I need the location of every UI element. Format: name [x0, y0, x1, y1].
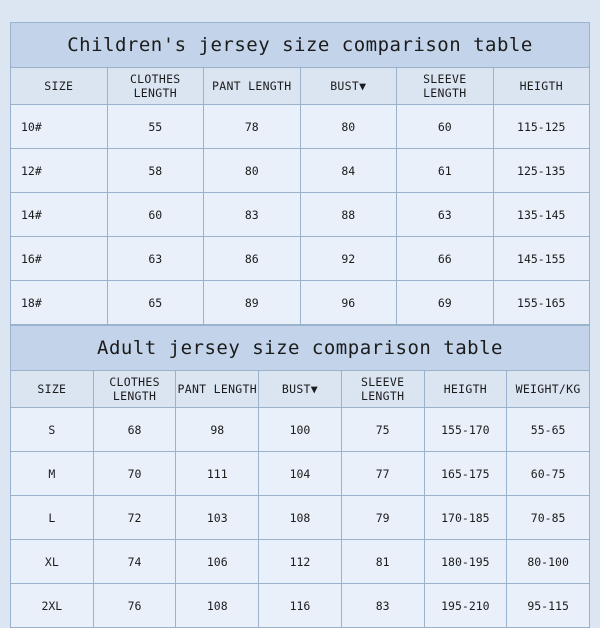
cell-pant-length: 103 [176, 496, 259, 540]
cell-pant-length: 111 [176, 452, 259, 496]
table-row [11, 105, 590, 149]
column-header-bust: BUST▼ [259, 371, 342, 408]
cell-pant-length: 83 [204, 193, 301, 237]
cell-clothes-length: 70 [93, 452, 176, 496]
cell-bust: 80 [300, 105, 397, 149]
cell-bust: 108 [259, 496, 342, 540]
column-header-clothes-length: CLOTHES LENGTH [107, 68, 204, 105]
cell-weight: 60-75 [507, 452, 590, 496]
cell-weight: 70-85 [507, 496, 590, 540]
cell-sleeve-length: 75 [341, 408, 424, 452]
cell-heigth: 135-145 [493, 193, 590, 237]
cell-clothes-length: 55 [107, 105, 204, 149]
table-row [11, 496, 590, 540]
table-header-row [11, 68, 590, 105]
cell-pant-length: 89 [204, 281, 301, 325]
cell-weight: 80-100 [507, 540, 590, 584]
column-header-clothes-length: CLOTHES LENGTH [93, 371, 176, 408]
cell-sleeve-length: 69 [397, 281, 494, 325]
table-header-row [11, 371, 590, 408]
children-table-title: Children's jersey size comparison table [11, 23, 590, 68]
cell-clothes-length: 72 [93, 496, 176, 540]
column-header-weight: WEIGHT/KG [507, 371, 590, 408]
cell-weight: 55-65 [507, 408, 590, 452]
cell-heigth: 195-210 [424, 584, 507, 628]
column-header-size: SIZE [11, 68, 108, 105]
cell-heigth: 155-170 [424, 408, 507, 452]
column-header-pant-length: PANT LENGTH [204, 68, 301, 105]
cell-sleeve-length: 63 [397, 193, 494, 237]
table-row [11, 149, 590, 193]
cell-bust: 116 [259, 584, 342, 628]
cell-size: M [11, 452, 94, 496]
table-title-row [11, 326, 590, 371]
cell-sleeve-length: 81 [341, 540, 424, 584]
column-header-size: SIZE [11, 371, 94, 408]
cell-size: 2XL [11, 584, 94, 628]
cell-bust: 96 [300, 281, 397, 325]
cell-clothes-length: 60 [107, 193, 204, 237]
cell-size: 18# [11, 281, 108, 325]
column-header-sleeve-length: SLEEVE LENGTH [397, 68, 494, 105]
cell-clothes-length: 63 [107, 237, 204, 281]
adult-table-title: Adult jersey size comparison table [11, 326, 590, 371]
table-row [11, 584, 590, 628]
column-header-heigth: HEIGTH [493, 68, 590, 105]
cell-pant-length: 98 [176, 408, 259, 452]
cell-heigth: 155-165 [493, 281, 590, 325]
adult-size-table [10, 325, 590, 628]
cell-bust: 88 [300, 193, 397, 237]
cell-clothes-length: 76 [93, 584, 176, 628]
cell-bust: 112 [259, 540, 342, 584]
cell-pant-length: 106 [176, 540, 259, 584]
cell-sleeve-length: 61 [397, 149, 494, 193]
table-row [11, 237, 590, 281]
cell-size: S [11, 408, 94, 452]
cell-pant-length: 86 [204, 237, 301, 281]
children-size-table [10, 22, 590, 325]
cell-weight: 95-115 [507, 584, 590, 628]
cell-heigth: 170-185 [424, 496, 507, 540]
table-row [11, 540, 590, 584]
column-header-bust: BUST▼ [300, 68, 397, 105]
cell-clothes-length: 65 [107, 281, 204, 325]
table-row [11, 193, 590, 237]
cell-heigth: 125-135 [493, 149, 590, 193]
cell-pant-length: 108 [176, 584, 259, 628]
cell-bust: 92 [300, 237, 397, 281]
cell-clothes-length: 68 [93, 408, 176, 452]
cell-bust: 100 [259, 408, 342, 452]
cell-size: 10# [11, 105, 108, 149]
cell-heigth: 115-125 [493, 105, 590, 149]
cell-sleeve-length: 60 [397, 105, 494, 149]
column-header-pant-length: PANT LENGTH [176, 371, 259, 408]
cell-sleeve-length: 79 [341, 496, 424, 540]
cell-heigth: 145-155 [493, 237, 590, 281]
cell-size: XL [11, 540, 94, 584]
column-header-heigth: HEIGTH [424, 371, 507, 408]
cell-size: 16# [11, 237, 108, 281]
cell-pant-length: 80 [204, 149, 301, 193]
cell-heigth: 165-175 [424, 452, 507, 496]
cell-sleeve-length: 83 [341, 584, 424, 628]
cell-clothes-length: 58 [107, 149, 204, 193]
table-row [11, 452, 590, 496]
cell-bust: 84 [300, 149, 397, 193]
table-row [11, 281, 590, 325]
cell-pant-length: 78 [204, 105, 301, 149]
table-row [11, 408, 590, 452]
cell-sleeve-length: 77 [341, 452, 424, 496]
cell-sleeve-length: 66 [397, 237, 494, 281]
cell-clothes-length: 74 [93, 540, 176, 584]
table-title-row [11, 23, 590, 68]
cell-size: 12# [11, 149, 108, 193]
cell-bust: 104 [259, 452, 342, 496]
cell-size: L [11, 496, 94, 540]
column-header-sleeve-length: SLEEVE LENGTH [341, 371, 424, 408]
cell-size: 14# [11, 193, 108, 237]
cell-heigth: 180-195 [424, 540, 507, 584]
